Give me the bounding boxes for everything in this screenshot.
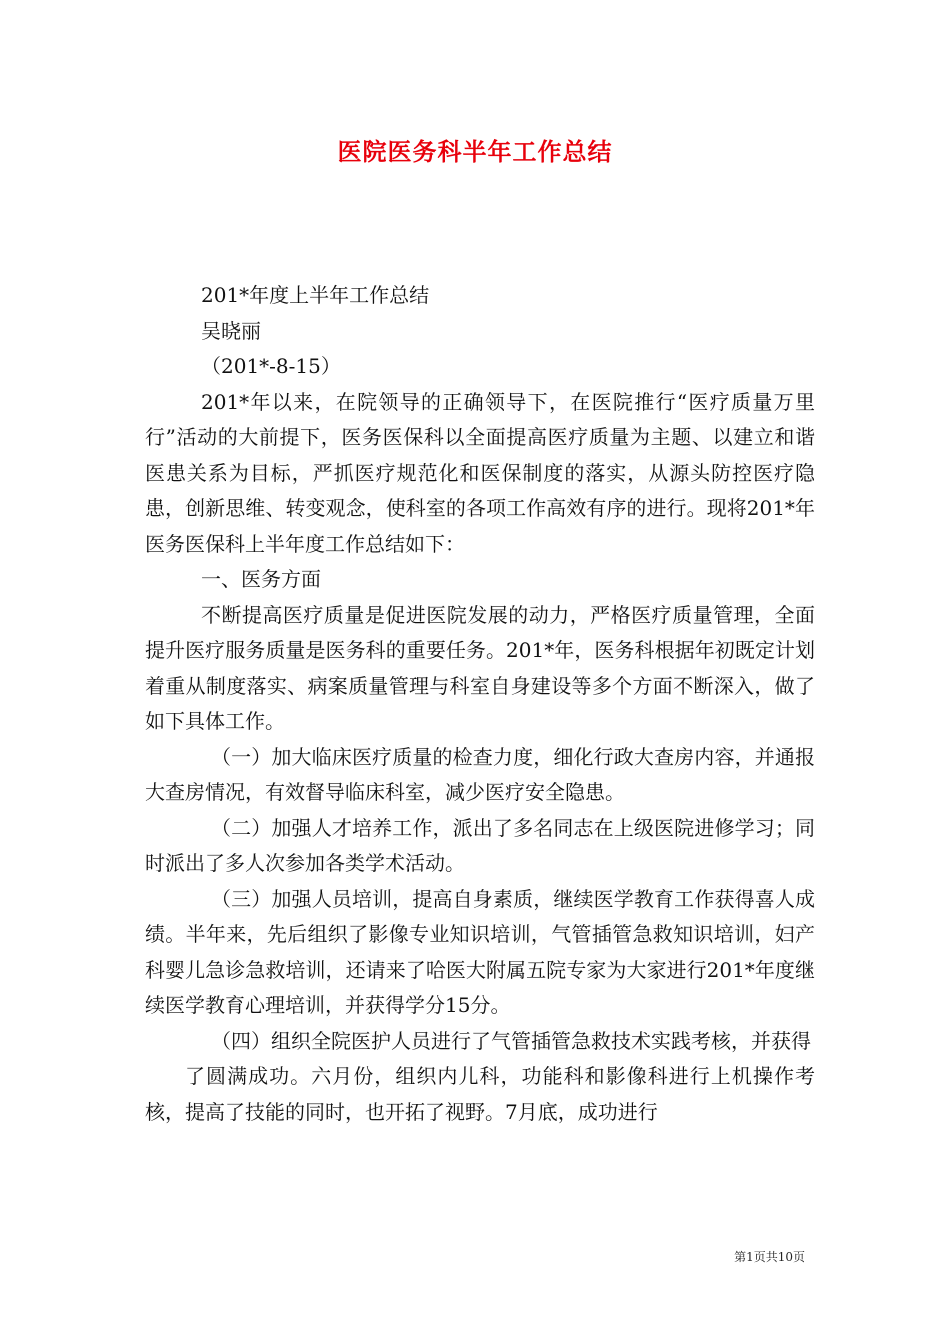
paragraph-continued: 了圆满成功。六月份，组织内儿科，功能科和影像科进行上机操作考核，提高了技能的同时，也开拓了视野。7月底，成功进行 xyxy=(145,1064,815,1124)
paragraph-item-1: （一）加大临床医疗质量的检查力度，细化行政大查房内容，并通报大查房情况，有效督导临床科室，减少医疗安全隐患。 xyxy=(145,744,815,804)
paragraph-item-4: （四）组织全院医护人员进行了气管插管急救技术实践考核，并获得 xyxy=(211,1028,811,1053)
page-number: 第1页共10页 xyxy=(734,1250,805,1264)
paragraph-item-3: （三）加强人员培训，提高自身素质，继续医学教育工作获得喜人成绩。半年来，先后组织了影像专业知识培训，气管插管急救知识培训，妇产科婴儿急诊急救培训，还请来了哈医大附属五院专家为大家进行201*年度继续医学教育心理培训，并获得学分15分。 xyxy=(145,886,815,1017)
document-body xyxy=(145,278,815,1130)
document-date: （201*-8-15） xyxy=(201,354,341,378)
document-subtitle: 201*年度上半年工作总结 xyxy=(201,283,430,307)
document-author: 吴晓丽 xyxy=(201,318,261,343)
paragraph-item-2: （二）加强人才培养工作，派出了多名同志在上级医院进修学习；同时派出了多人次参加各类学术活动。 xyxy=(145,815,815,875)
document-title: 医院医务科半年工作总结 xyxy=(337,137,613,166)
paragraph-quality: 不断提高医疗质量是促进医院发展的动力，严格医疗质量管理，全面提升医疗服务质量是医务科的重要任务。201*年，医务科根据年初既定计划着重从制度落实、病案质量管理与科室自身建设等多个方面不断深入，做了如下具体工作。 xyxy=(145,602,815,733)
section-heading-medical: 一、医务方面 xyxy=(201,567,321,591)
paragraph-intro: 201*年以来，在院领导的正确领导下，在医院推行“医疗质量万里行”活动的大前提下，医务医保科以全面提高医疗质量为主题、以建立和谐医患关系为目标，严抓医疗规范化和医保制度的落实，从源头防控医疗隐患，创新思维、转变观念，使科室的各项工作高效有序的进行。现将201*年医务医保科上半年度工作总结如下： xyxy=(145,389,815,556)
